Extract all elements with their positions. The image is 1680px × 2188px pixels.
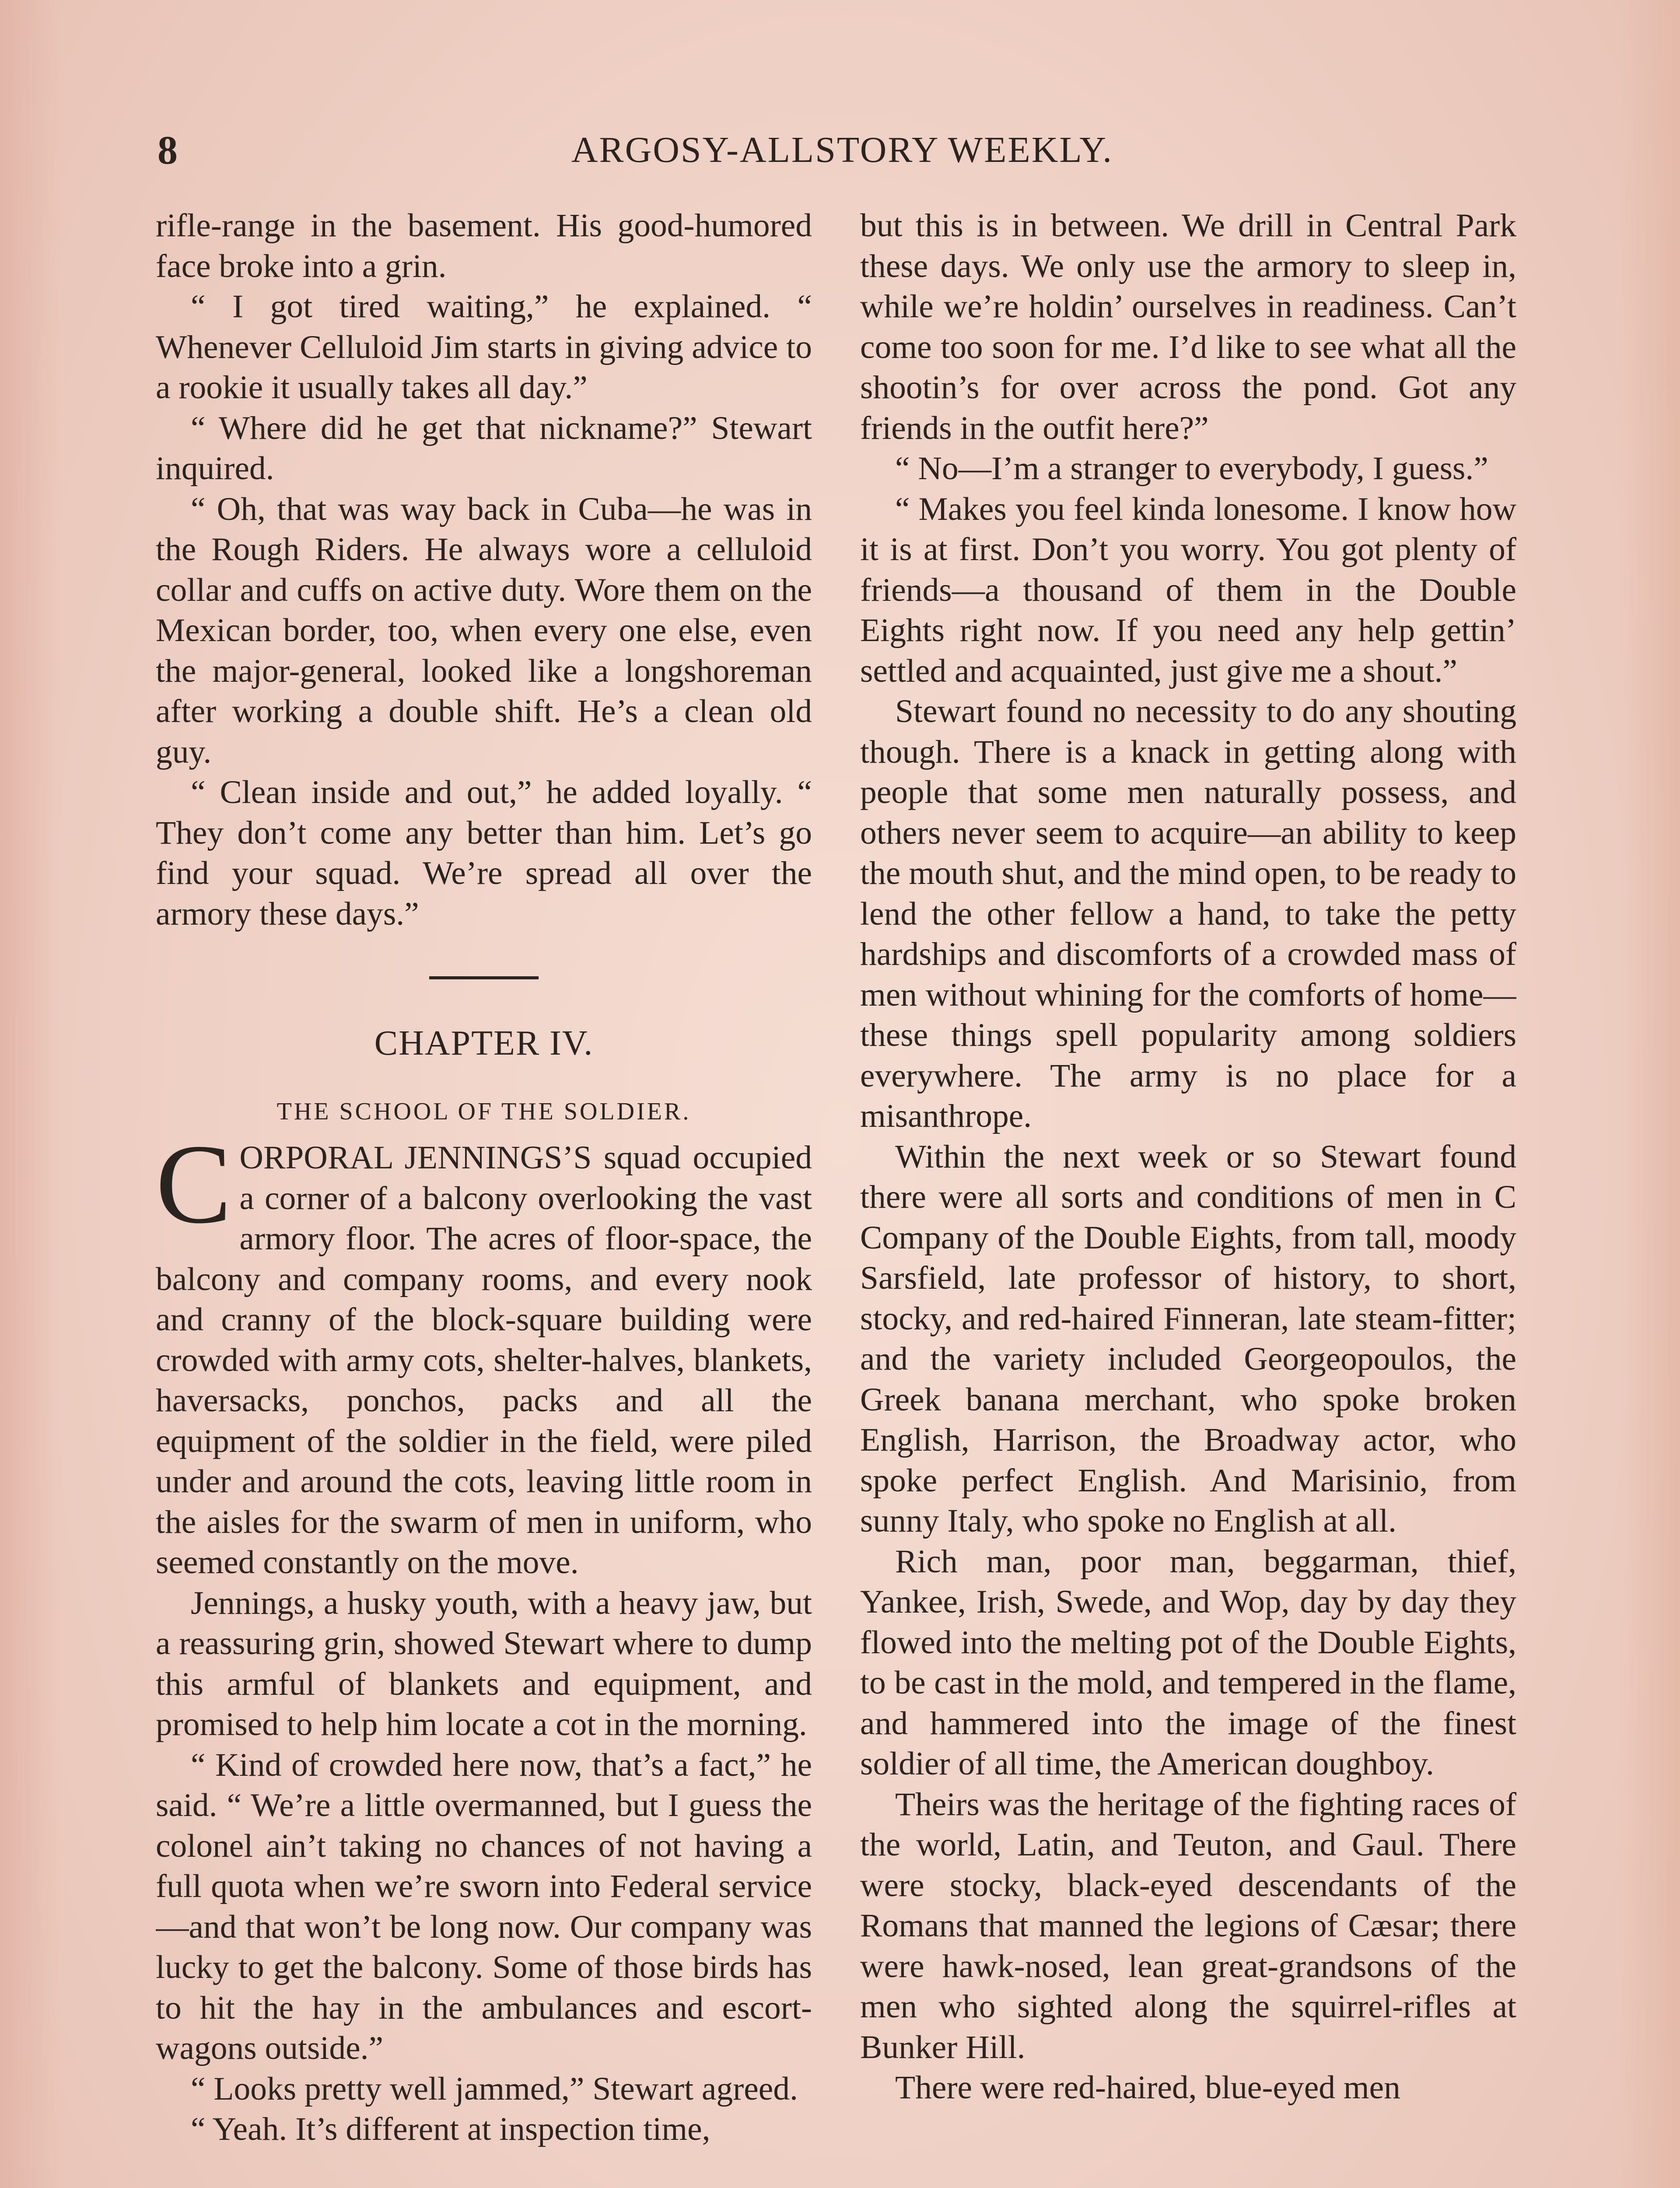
paragraph: Stewart found no necessity to do any shouting though. There is a knack in getting along with people that some men naturally possess, and others never seem to acquire—an ability to keep the mouth shut, and the mind open, to be ready to lend the other fellow a hand, to take the petty hardships and discomforts of a crowded mass of men without whining for the comforts of home—these things spell popularity among soldiers everywhere. The army is no place for a misanthrope.: [860, 693, 1516, 1134]
left-column: [156, 206, 812, 2188]
paragraph: “ I got tired waiting,” he explained. “ Whenever Celluloid Jim starts in giving advice to a rookie it usually takes all day.”: [156, 288, 812, 406]
opening-text: ORPORAL JENNINGS’S squad occupied a corner of a balcony overlooking the vast armory floor. The acres of floor-space, the balcony and company rooms, and every nook and cranny of the block-square building were crowded with army cots, shelter-halves, blankets, haversacks, ponchos, packs and all the equipment of the soldier in the field, were piled under and around the cots, leaving little room in the aisles for the swarm of men in uniform, who seemed constantly on the move.: [156, 1140, 812, 1581]
paragraph: but this is in between. We drill in Central Park these days. We only use the armory to sleep in, while we’re holdin’ ourselves in readiness. Can’t come too soon for me. I’d like to see what all the shootin’s for over across the pond. Got any friends in the outfit here?”: [860, 207, 1516, 446]
chapter-subtitle: THE SCHOOL OF THE SOLDIER.: [276, 1098, 691, 1125]
paragraph: Rich man, poor man, beggarman, thief, Yankee, Irish, Swede, and Wop, day by day they flowed into the melting pot of the Double Eights, to be cast in the mold, and tempered in the flame, and hammered into the image of the finest soldier of all time, the American doughboy.: [860, 1543, 1516, 1782]
paragraph: There were red-haired, blue-eyed men: [895, 2069, 1400, 2106]
right-column: [860, 206, 1516, 2188]
page-edge-shadow-right: [1619, 0, 1680, 2188]
page-header: [158, 126, 1527, 174]
page-edge-shadow-left: [0, 0, 61, 2188]
paragraph: “ Kind of crowded here now, that’s a fact,” he said. “ We’re a little overmanned, but I guess the colonel ain’t taking no chances of not having a full quota when we’re sworn into Federal service—and that won’t be long now. Our company was lucky to get the balcony. Some of those birds has to hit the hay in the ambulances and escort-wagons outside.”: [156, 1746, 812, 2066]
chapter-opening-paragraph: [156, 1121, 812, 1583]
running-title: ARGOSY-ALLSTORY WEEKLY.: [571, 130, 1113, 170]
paragraph: “ Clean inside and out,” he added loyally. “ They don’t come any better than him. Let’s go find your squad. We’re spread all over the armory these days.”: [156, 774, 812, 932]
paragraph: “ Where did he get that nickname?” Stewart inquired.: [156, 410, 812, 487]
paragraph: “ Oh, that was way back in Cuba—he was in the Rough Riders. He always wore a celluloid collar and cuffs on active duty. Wore them on the Mexican border, too, when every one else, even the major-general, looked like a longshoreman after working a double shift. He’s a clean old guy.: [156, 491, 812, 770]
paragraph: Theirs was the heritage of the fighting races of the world, Latin, and Teuton, and Gaul. There were stocky, black-eyed descendants of the Romans that manned the legions of Cæsar; there were hawk-nosed, lean great-grandsons of the men who sighted along the squirrel-rifles at Bunker Hill.: [860, 1786, 1516, 2065]
paragraph: rifle-range in the basement. His good-humored face broke into a grin.: [156, 207, 812, 284]
paragraph: “ Yeah. It’s different at inspection time,: [191, 2111, 710, 2147]
section-divider: [429, 976, 539, 979]
paragraph: “ Looks pretty well jammed,” Stewart agreed.: [191, 2070, 798, 2107]
paragraph: “ No—I’m a stranger to everybody, I guess.”: [895, 450, 1488, 487]
chapter-title: CHAPTER IV.: [374, 1024, 594, 1062]
drop-cap: C: [156, 1121, 232, 1247]
paragraph: “ Makes you feel kinda lonesome. I know how it is at first. Don’t you worry. You got plenty of friends—a thousand of them in the Double Eights right now. If you need any help gettin’ settled and acquainted, just give me a shout.”: [860, 491, 1516, 689]
paragraph: Jennings, a husky youth, with a heavy jaw, but a reassuring grin, showed Stewart where to dump this armful of blankets and equipment, and promised to help him locate a cot in the morning.: [156, 1585, 812, 1743]
page-number: 8: [158, 128, 178, 172]
paragraph: Within the next week or so Stewart found there were all sorts and conditions of men in C Company of the Double Eights, from tall, moody Sarsfield, late professor of history, to short, stocky, and red-haired Finneran, late steam-fitter; and the variety included Georgeopoulos, the Greek banana merchant, who spoke broken English, Harrison, the Broadway actor, who spoke perfect English. And Marisinio, from sunny Italy, who spoke no English at all.: [860, 1138, 1516, 1539]
